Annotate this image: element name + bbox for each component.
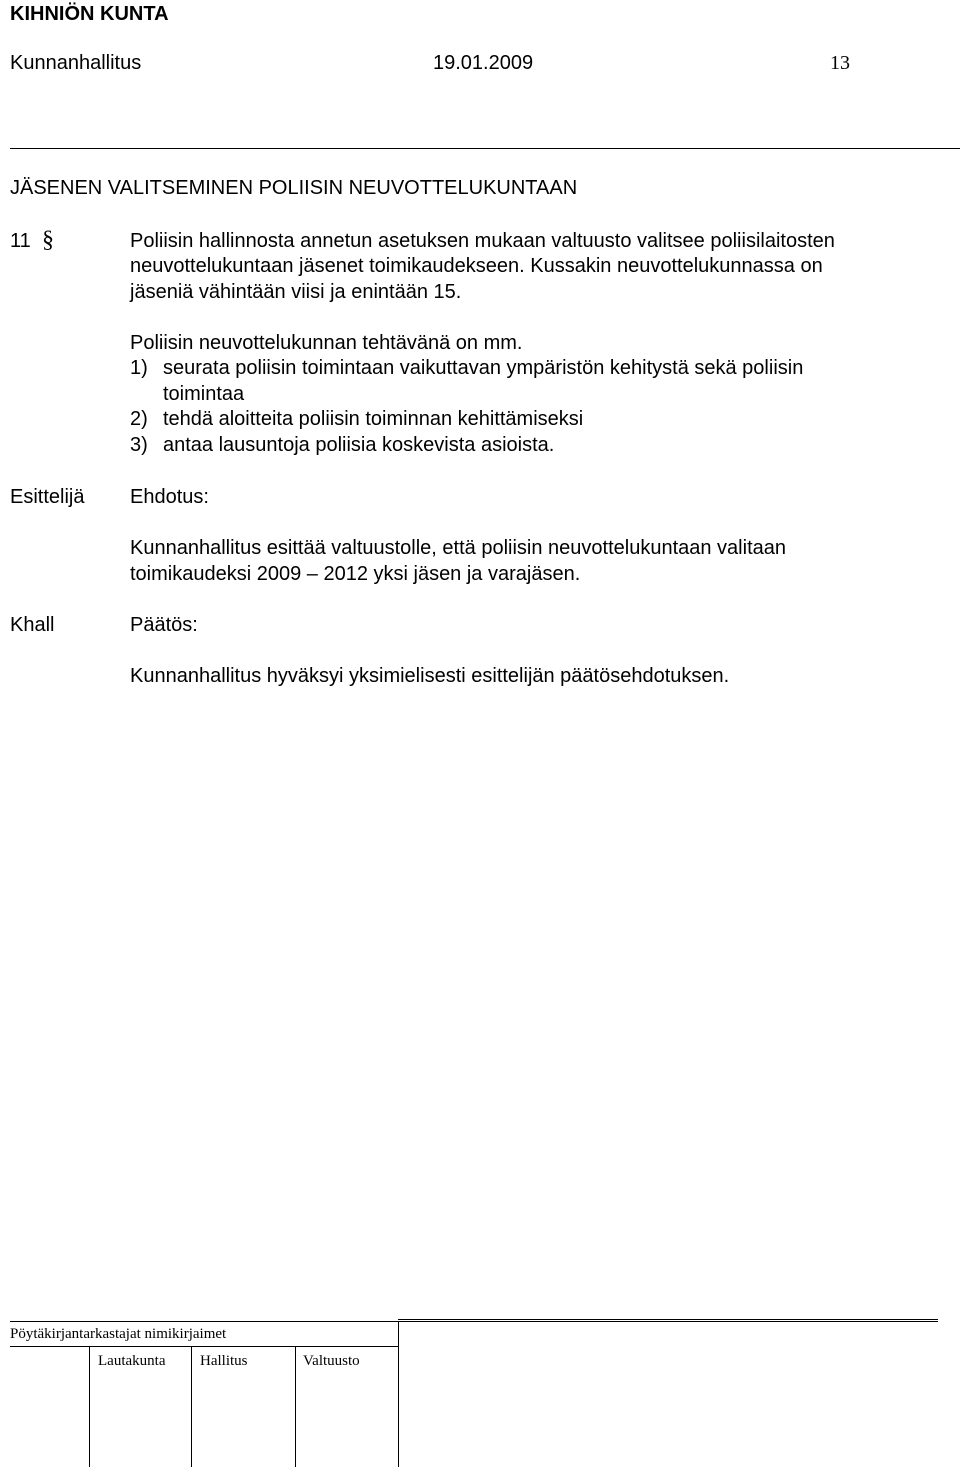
footer-top-rule — [10, 1321, 938, 1322]
footer-col-divider-2 — [191, 1346, 192, 1467]
footer-top-rule-right — [398, 1319, 938, 1320]
signatures-label: Pöytäkirjantarkastajat nimikirjaimet — [10, 1326, 227, 1342]
footer-col-hallitus: Hallitus — [200, 1353, 248, 1369]
proposal-label: Ehdotus: — [130, 486, 209, 508]
section-title: JÄSENEN VALITSEMINEN POLIISIN NEUVOTTELUKUNTAAN — [10, 177, 578, 199]
decision-text: Kunnanhallitus hyväksyi yksimielisesti esittelijän päätösehdotuksen. — [130, 665, 730, 687]
section-number: 11 — [10, 230, 31, 252]
tasks-heading: Poliisin neuvottelukunnan tehtävänä on mm. — [130, 332, 523, 354]
intro-line-2: neuvottelukuntaan jäsenet toimikaudekseen. Kussakin neuvottelukunnassa on — [130, 255, 823, 277]
task-2-line-1: tehdä aloitteita poliisin toiminnan kehittämiseksi — [163, 408, 584, 430]
footer-label-rule — [10, 1346, 399, 1347]
section-sign: § — [42, 227, 54, 253]
task-1-number: 1) — [130, 357, 148, 379]
proposal-line-2: toimikaudeksi 2009 – 2012 yksi jäsen ja varajäsen. — [130, 563, 581, 585]
task-1-line-2: toimintaa — [163, 383, 245, 405]
intro-line-3: jäseniä vähintään viisi ja enintään 15. — [130, 281, 462, 303]
meeting-date: 19.01.2009 — [433, 52, 534, 74]
task-3-line-1: antaa lausuntoja poliisia koskevista asioista. — [163, 434, 555, 456]
footer-col-divider-1 — [89, 1346, 90, 1467]
decision-label: Päätös: — [130, 614, 198, 636]
header-rule — [10, 148, 960, 149]
footer-col-lautakunta: Lautakunta — [98, 1353, 166, 1369]
proposal-line-1: Kunnanhallitus esittää valtuustolle, että poliisin neuvottelukuntaan valitaan — [130, 537, 786, 559]
board-label: Khall — [10, 614, 55, 636]
organization-name: KIHNIÖN KUNTA — [10, 3, 169, 25]
footer-col-valtuusto: Valtuusto — [303, 1353, 360, 1369]
footer-divider-vertical — [398, 1321, 399, 1467]
page-number: 13 — [830, 52, 850, 74]
task-3-number: 3) — [130, 434, 148, 456]
task-2-number: 2) — [130, 408, 148, 430]
presenter-label: Esittelijä — [10, 486, 85, 508]
meeting-body: Kunnanhallitus — [10, 52, 142, 74]
footer-col-divider-3 — [295, 1346, 296, 1467]
task-1-line-1: seurata poliisin toimintaan vaikuttavan ympäristön kehitystä sekä poliisin — [163, 357, 804, 379]
intro-line-1: Poliisin hallinnosta annetun asetuksen mukaan valtuusto valitsee poliisilaitosten — [130, 230, 835, 252]
